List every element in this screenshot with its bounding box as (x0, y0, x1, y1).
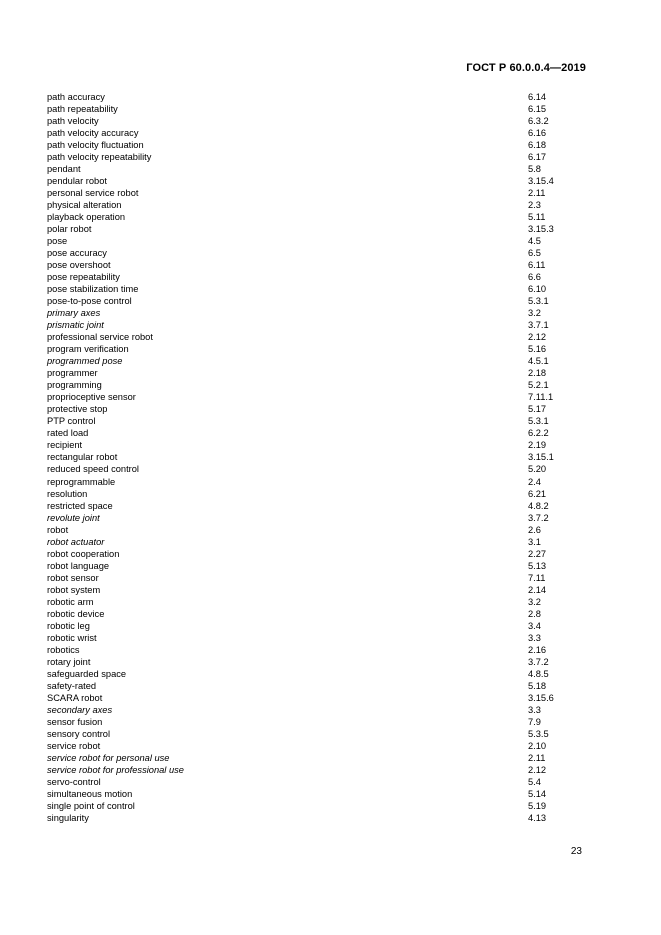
index-term: secondary axes (47, 704, 113, 715)
index-reference: 5.3.1 (528, 296, 549, 307)
index-term: safety-rated (47, 680, 97, 691)
index-reference: 3.3 (528, 632, 541, 643)
index-term: professional service robot (47, 332, 153, 343)
index-term: servo-control (47, 776, 101, 787)
index-entry (47, 512, 567, 524)
index-term: path repeatability (47, 104, 118, 115)
index-reference: 3.7.1 (528, 320, 549, 331)
index-entry (47, 319, 567, 331)
index-term: single point of control (47, 800, 135, 811)
index-reference: 6.6 (528, 272, 541, 283)
index-term: programming (47, 380, 102, 391)
index-reference: 3.3 (528, 704, 541, 715)
page-number: 23 (570, 846, 582, 857)
index-term: physical alteration (47, 200, 122, 211)
index-entry (47, 247, 567, 259)
index-term: robot (47, 524, 69, 535)
index-term: restricted space (47, 500, 113, 511)
index-reference: 2.12 (528, 764, 547, 775)
index-entry (47, 451, 567, 463)
index-reference: 6.14 (528, 92, 547, 102)
index-reference: 3.1 (528, 536, 541, 547)
index-reference: 3.7.2 (528, 656, 549, 667)
index-reference: 6.11 (528, 260, 546, 271)
index-term: robot system (47, 584, 101, 595)
index-entry (47, 488, 567, 500)
index-term: personal service robot (47, 188, 139, 199)
index-term: pose stabilization time (47, 284, 139, 295)
index-entry (47, 271, 567, 283)
index-reference: 5.8 (528, 164, 541, 175)
index-term: safeguarded space (47, 668, 127, 679)
index-entry (47, 355, 567, 367)
index-entry (47, 680, 567, 692)
index-reference: 5.3.5 (528, 728, 549, 739)
index-term: path velocity (47, 116, 99, 127)
index-reference: 2.14 (528, 584, 547, 595)
index-term: pose accuracy (47, 248, 107, 259)
index-term: singularity (47, 812, 89, 823)
index-entry (47, 524, 567, 536)
index-term: sensory control (47, 728, 111, 739)
index-reference: 6.21 (528, 488, 547, 499)
index-entry (47, 812, 567, 824)
index-term: path velocity repeatability (47, 152, 152, 163)
index-reference: 2.6 (528, 524, 541, 535)
index-reference: 3.7.2 (528, 512, 549, 523)
alphabetical-term-index (47, 91, 567, 824)
index-entry (47, 476, 567, 488)
index-reference: 6.15 (528, 104, 547, 115)
index-entry (47, 800, 567, 812)
index-term: reduced speed control (47, 464, 139, 475)
index-reference: 6.16 (528, 128, 547, 139)
index-reference: 5.16 (528, 344, 547, 355)
index-entry (47, 692, 567, 704)
index-entry (47, 548, 567, 560)
index-entry (47, 175, 567, 187)
index-term: simultaneous motion (47, 788, 133, 799)
index-term: robotic wrist (47, 632, 97, 643)
index-reference: 3.15.3 (528, 224, 554, 235)
index-entry (47, 752, 567, 764)
index-term: SCARA robot (47, 692, 103, 703)
index-entry (47, 608, 567, 620)
index-term: prismatic joint (47, 320, 104, 331)
index-term: revolute joint (47, 512, 100, 523)
index-entry (47, 223, 567, 235)
index-entry (47, 331, 567, 343)
index-term: path accuracy (47, 92, 105, 102)
index-entry (47, 415, 567, 427)
index-entry (47, 151, 567, 163)
index-reference: 5.17 (528, 404, 547, 415)
index-reference: 5.18 (528, 680, 547, 691)
index-reference: 5.3.1 (528, 416, 549, 427)
index-term: robotic device (47, 608, 105, 619)
index-reference: 5.19 (528, 800, 547, 811)
index-entry (47, 740, 567, 752)
index-reference: 6.3.2 (528, 116, 549, 127)
index-entry (47, 596, 567, 608)
index-reference: 6.10 (528, 284, 547, 295)
index-entry (47, 259, 567, 271)
index-term: robotic arm (47, 596, 94, 607)
index-reference: 3.2 (528, 308, 541, 319)
index-entry (47, 91, 567, 103)
index-term: service robot for professional use (47, 764, 184, 775)
index-term: recipient (47, 440, 83, 451)
index-reference: 7.11 (528, 572, 546, 583)
index-reference: 2.3 (528, 200, 541, 211)
index-entry (47, 211, 567, 223)
index-entry (47, 235, 567, 247)
index-term: primary axes (47, 308, 101, 319)
index-entry (47, 127, 567, 139)
index-term: pose repeatability (47, 272, 120, 283)
index-reference: 6.2.2 (528, 428, 549, 439)
index-entry (47, 668, 567, 680)
index-term: reprogrammable (47, 476, 116, 487)
index-entry (47, 115, 567, 127)
index-entry (47, 103, 567, 115)
index-entry (47, 644, 567, 656)
index-entry (47, 307, 567, 319)
index-reference: 2.4 (528, 476, 541, 487)
index-term: robot cooperation (47, 548, 120, 559)
index-term: playback operation (47, 212, 126, 223)
index-term: protective stop (47, 404, 108, 415)
index-entry (47, 283, 567, 295)
index-term: programmer (47, 368, 98, 379)
document-standard-header: ГОСТ Р 60.0.0.4—2019 (466, 62, 586, 74)
index-entry (47, 704, 567, 716)
index-reference: 4.5.1 (528, 356, 549, 367)
index-reference: 6.5 (528, 248, 541, 259)
index-term: sensor fusion (47, 716, 103, 727)
index-entry (47, 187, 567, 199)
index-reference: 6.18 (528, 140, 547, 151)
index-term: pendular robot (47, 176, 107, 187)
index-entry (47, 716, 567, 728)
index-entry (47, 439, 567, 451)
index-term: service robot for personal use (47, 752, 170, 763)
index-entry (47, 500, 567, 512)
index-entry (47, 403, 567, 415)
index-reference: 2.16 (528, 644, 547, 655)
index-reference: 4.13 (528, 812, 547, 823)
index-reference: 2.19 (528, 440, 547, 451)
index-reference: 3.15.6 (528, 692, 554, 703)
index-reference: 2.27 (528, 548, 547, 559)
index-term: pendant (47, 164, 81, 175)
index-reference: 4.8.5 (528, 668, 549, 679)
index-entry (47, 163, 567, 175)
index-entry (47, 343, 567, 355)
index-reference: 2.12 (528, 332, 547, 343)
index-reference: 5.20 (528, 464, 547, 475)
index-reference: 3.15.1 (528, 452, 554, 463)
index-reference: 2.8 (528, 608, 541, 619)
index-term: polar robot (47, 224, 92, 235)
index-term: program verification (47, 344, 129, 355)
index-term: pose (47, 236, 68, 247)
index-term: service robot (47, 740, 101, 751)
index-reference: 5.13 (528, 560, 547, 571)
index-entry (47, 199, 567, 211)
index-term: robotic leg (47, 620, 90, 631)
index-reference: 7.9 (528, 716, 541, 727)
index-reference: 2.18 (528, 368, 547, 379)
index-entry (47, 536, 567, 548)
index-reference: 3.2 (528, 596, 541, 607)
index-reference: 7.11.1 (528, 392, 554, 403)
index-entry (47, 728, 567, 740)
index-term: robotics (47, 644, 80, 655)
index-entry (47, 295, 567, 307)
index-entry (47, 764, 567, 776)
index-reference: 2.10 (528, 740, 547, 751)
index-entry (47, 427, 567, 439)
index-entry (47, 620, 567, 632)
index-entry (47, 572, 567, 584)
index-entry (47, 788, 567, 800)
index-term: pose-to-pose control (47, 296, 132, 307)
index-reference: 2.11 (528, 752, 546, 763)
index-term: path velocity fluctuation (47, 140, 144, 151)
index-term: robot language (47, 560, 110, 571)
index-entry (47, 584, 567, 596)
index-term: rotary joint (47, 656, 91, 667)
index-term: robot actuator (47, 536, 105, 547)
index-term: programmed pose (47, 356, 123, 367)
index-reference: 5.14 (528, 788, 547, 799)
index-entry (47, 391, 567, 403)
index-reference: 5.2.1 (528, 380, 549, 391)
index-reference: 4.8.2 (528, 500, 549, 511)
index-term: rated load (47, 428, 89, 439)
index-term: PTP control (47, 416, 96, 427)
index-entry (47, 656, 567, 668)
index-reference: 3.4 (528, 620, 541, 631)
index-reference: 4.5 (528, 236, 541, 247)
index-reference: 5.11 (528, 212, 546, 223)
index-reference: 6.17 (528, 152, 547, 163)
index-term: proprioceptive sensor (47, 392, 136, 403)
index-term: robot sensor (47, 572, 99, 583)
index-entry (47, 367, 567, 379)
index-entry (47, 776, 567, 788)
index-reference: 3.15.4 (528, 176, 554, 187)
index-entry (47, 139, 567, 151)
index-entry (47, 632, 567, 644)
index-entry (47, 379, 567, 391)
index-term: rectangular robot (47, 452, 118, 463)
index-reference: 2.11 (528, 188, 546, 199)
index-term: pose overshoot (47, 260, 111, 271)
index-entry (47, 560, 567, 572)
index-term: resolution (47, 488, 88, 499)
index-reference: 5.4 (528, 776, 541, 787)
index-entry (47, 463, 567, 475)
index-term: path velocity accuracy (47, 128, 139, 139)
